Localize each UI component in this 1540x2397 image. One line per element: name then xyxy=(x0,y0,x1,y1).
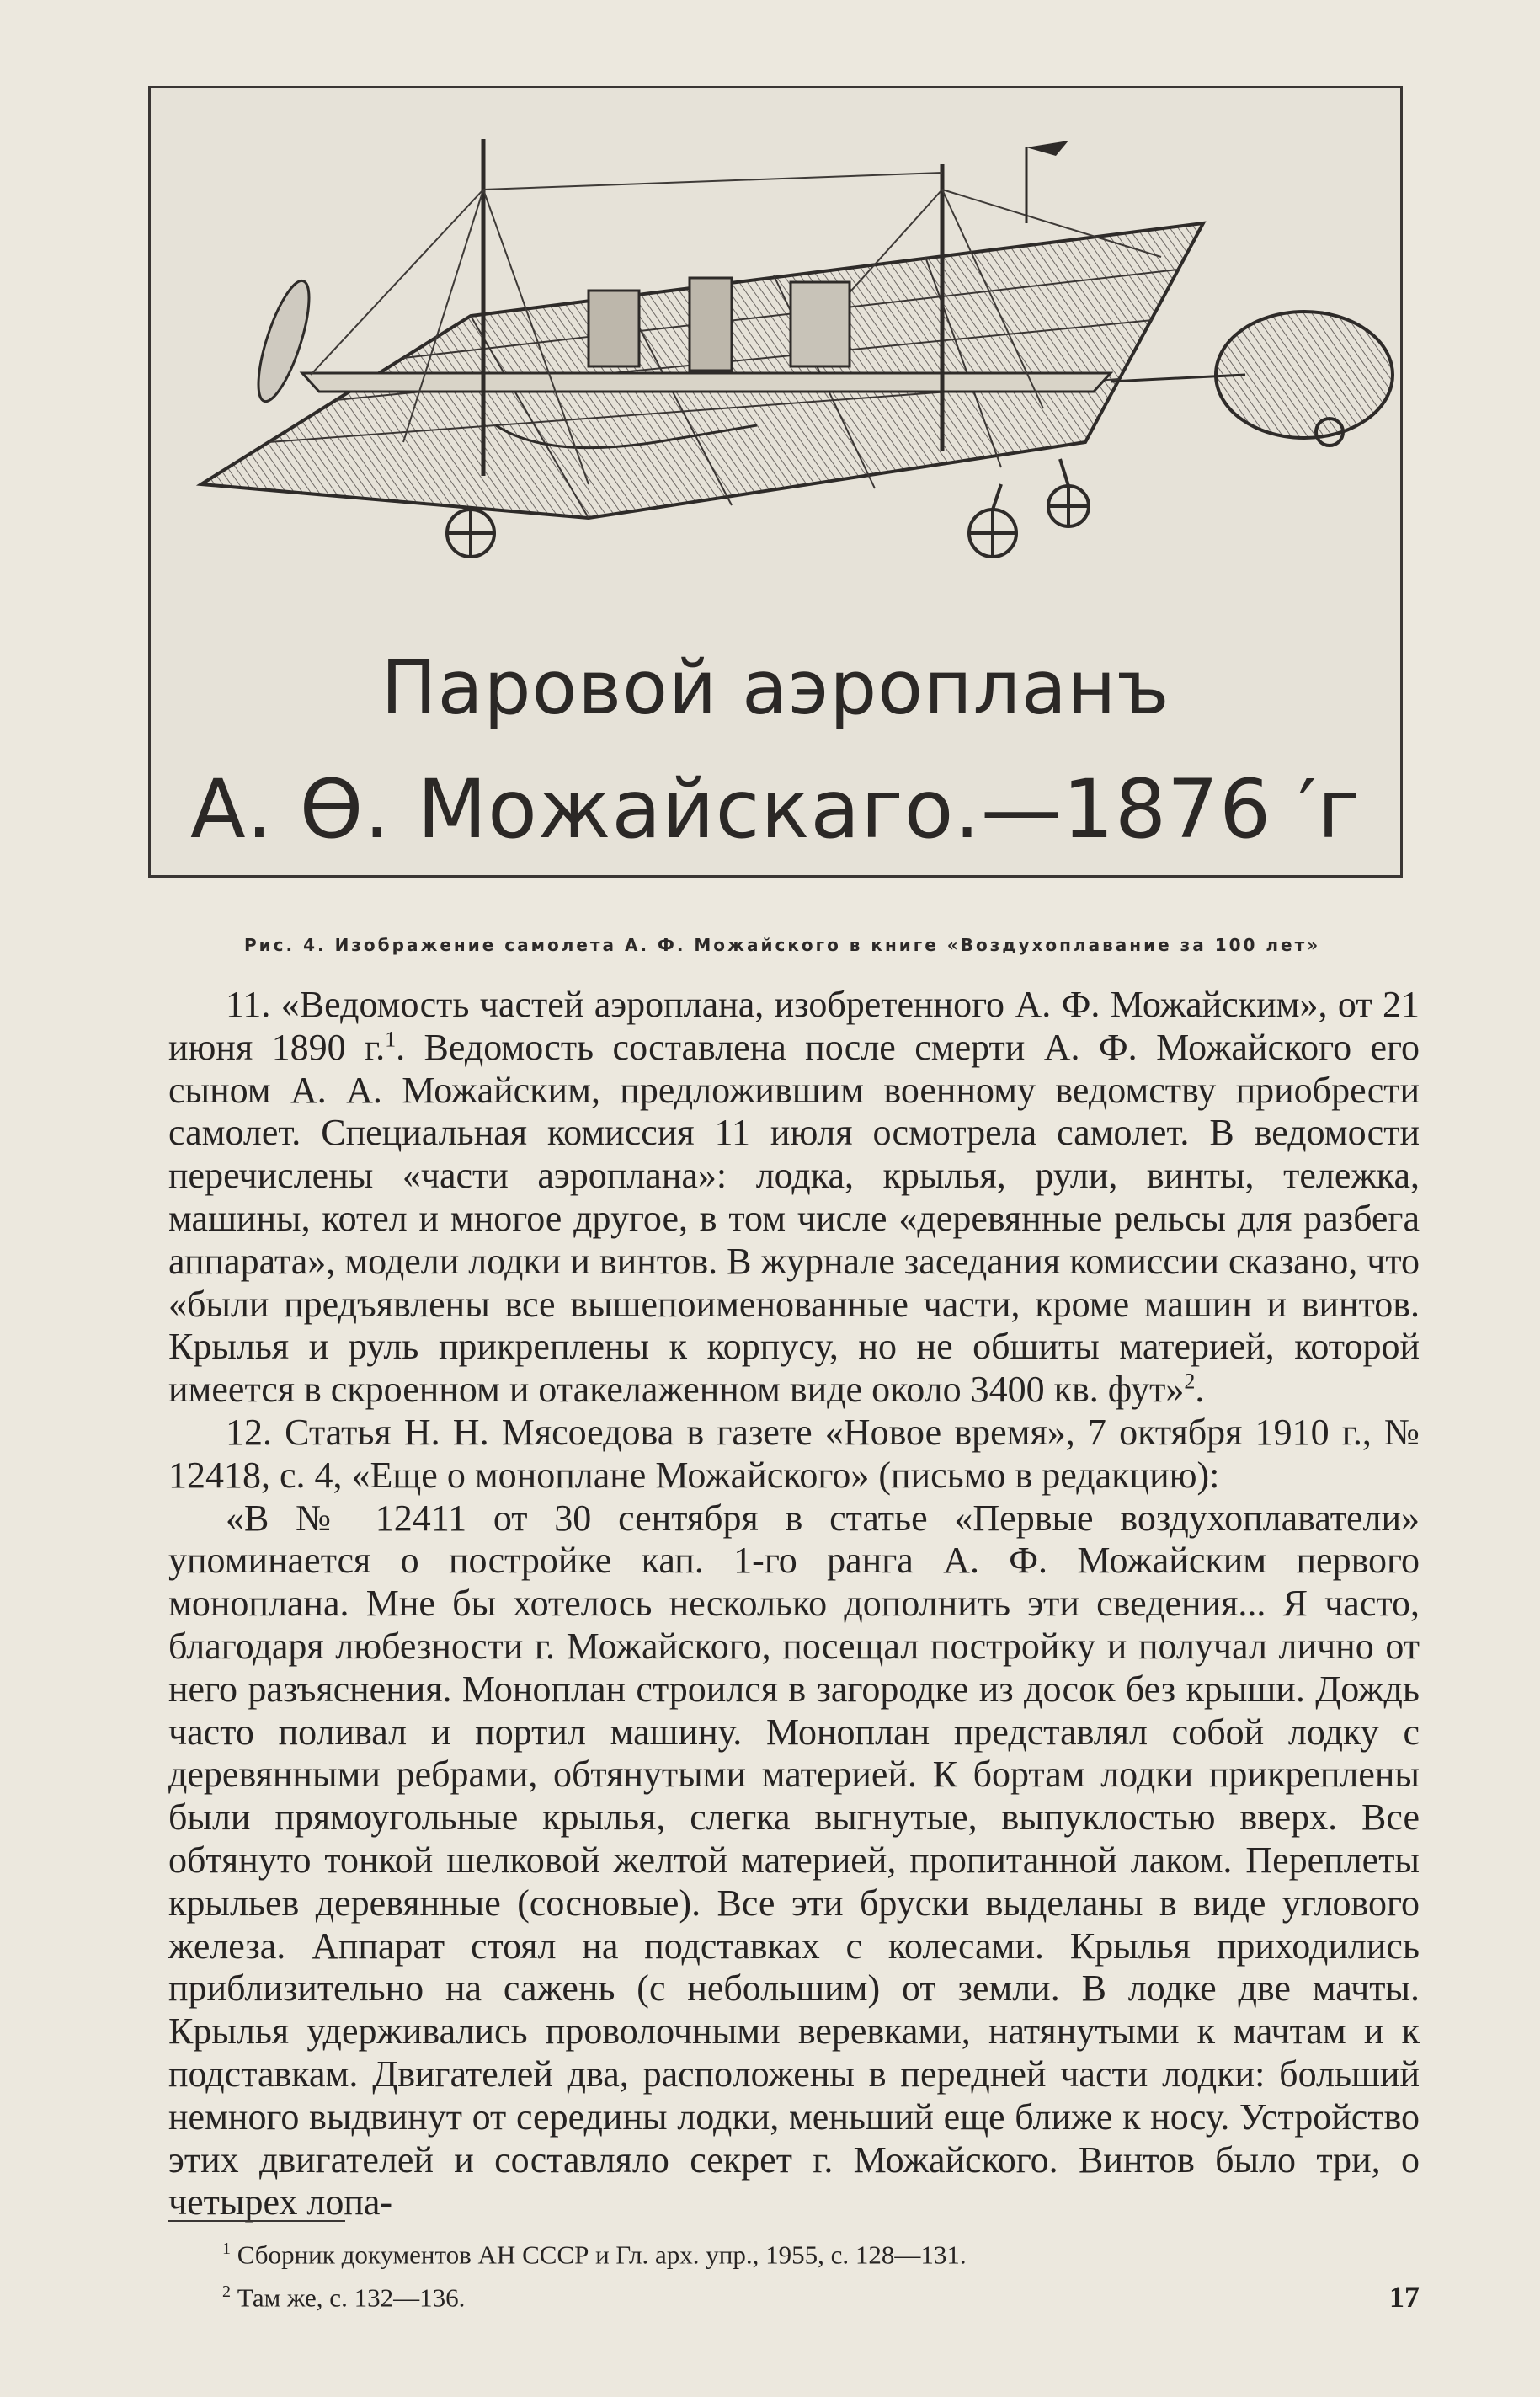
paragraph-11-text-cont: . Ведомость составлена после смерти А. Ф. Можайского его сыном А. А. Можайским, предложившим военному ведомству приобрести самолет. Специальная комиссия 11 июля осмотрела самолет. В ведомости перечислены «части аэроплана»: лодка, крылья, рули, винты, тележка, машины, котел и многое другое, в том числе «деревянные рельсы для разбега аппарата», модели лодки и винтов. В журнале заседания комиссии сказано, что «были предъявлены все вышепоименованные части, кроме машин и винтов. Крылья и руль прикреплены к корпусу, но не обшиты материей, которой имеется в скроенном и отакелаженном виде около 3400 кв. фут» xyxy=(168,1026,1420,1411)
footnote-ref-1: 1 xyxy=(385,1027,397,1052)
footnote-ref-2: 2 xyxy=(1184,1369,1196,1394)
aeroplane-figure xyxy=(148,86,1403,878)
paragraph-12: 12. Статья Н. Н. Мясоедова в газете «Новое время», 7 октября 1910 г., № 12418, с. 4, «Еще о моноплане Можайского» (письмо в редакцию): xyxy=(168,1411,1420,1496)
paragraph-11 xyxy=(168,984,1420,1412)
figure-title-line-2: А. Ѳ. Можайскаго.—1876 ′г xyxy=(190,762,1361,857)
page-number: 17 xyxy=(1389,2280,1420,2314)
footnote-mark: 2 xyxy=(222,2282,231,2302)
aeroplane-drawing xyxy=(151,88,1400,627)
propeller xyxy=(248,275,319,406)
footnote-1 xyxy=(222,2230,1317,2273)
footnote-2 xyxy=(222,2273,1317,2316)
footnote-text: Там же, с. 132—136. xyxy=(237,2282,466,2313)
paragraph-quote: «В № 12411 от 30 сентября в статье «Первые воздухоплаватели» упоминается о постройке кап. 1-го ранга А. Ф. Можайским первого моноплана. Мне бы хотелось несколько дополнить эти сведения... Я часто, благодаря любезности г. Можайского, посещал постройку и получал лично от него разъяснения. Моноплан строился в загородке из досок без крыши. Дождь часто поливал и портил машину. Моноплан представлял собой лодку с деревянными ребрами, обтянутыми материей. К бортам лодки прикреплены были прямоугольные крылья, слегка выгнутые, выпуклостью вверх. Все обтянуто тонкой шелковой желтой материей, пропитанной лаком. Переплеты крыльев деревянные (сосновые). Все эти бруски выделаны в виде углового железа. Аппарат стоял на подставках с колесами. Крылья приходились приблизительно на сажень (с небольшим) от земли. В лодке две мачты. Крылья удерживались проволочными веревками, натянутыми к мачтам и к подставкам. Двигателей два, расположены в передней части лодки: больший немного выдвинут от середины лодки, меньший еще ближе к носу. Устройство этих двигателей и составляло секрет г. Можайского. Винтов было три, о четырех лопа- xyxy=(168,1497,1420,2223)
paragraph-11-text: 11. «Ведомость частей аэроплана, изобретенного А. Ф. Можайским», от 21 июня 1890 г. xyxy=(168,984,1420,1068)
paragraph-11-end: . xyxy=(1195,1369,1205,1411)
footnote-text: Сборник документов АН СССР и Гл. арх. упр., 1955, с. 128—131. xyxy=(237,2240,967,2270)
figure-title-line-1: Паровой аэропланъ xyxy=(381,644,1170,731)
footnote-mark: 1 xyxy=(222,2240,231,2258)
body-text xyxy=(168,984,1420,2224)
footnote-divider xyxy=(168,2220,345,2222)
footnotes xyxy=(222,2230,1317,2317)
figure-caption: Рис. 4. Изображение самолета А. Ф. Можайского в книге «Воздухоплавание за 100 лет» xyxy=(244,935,1321,955)
